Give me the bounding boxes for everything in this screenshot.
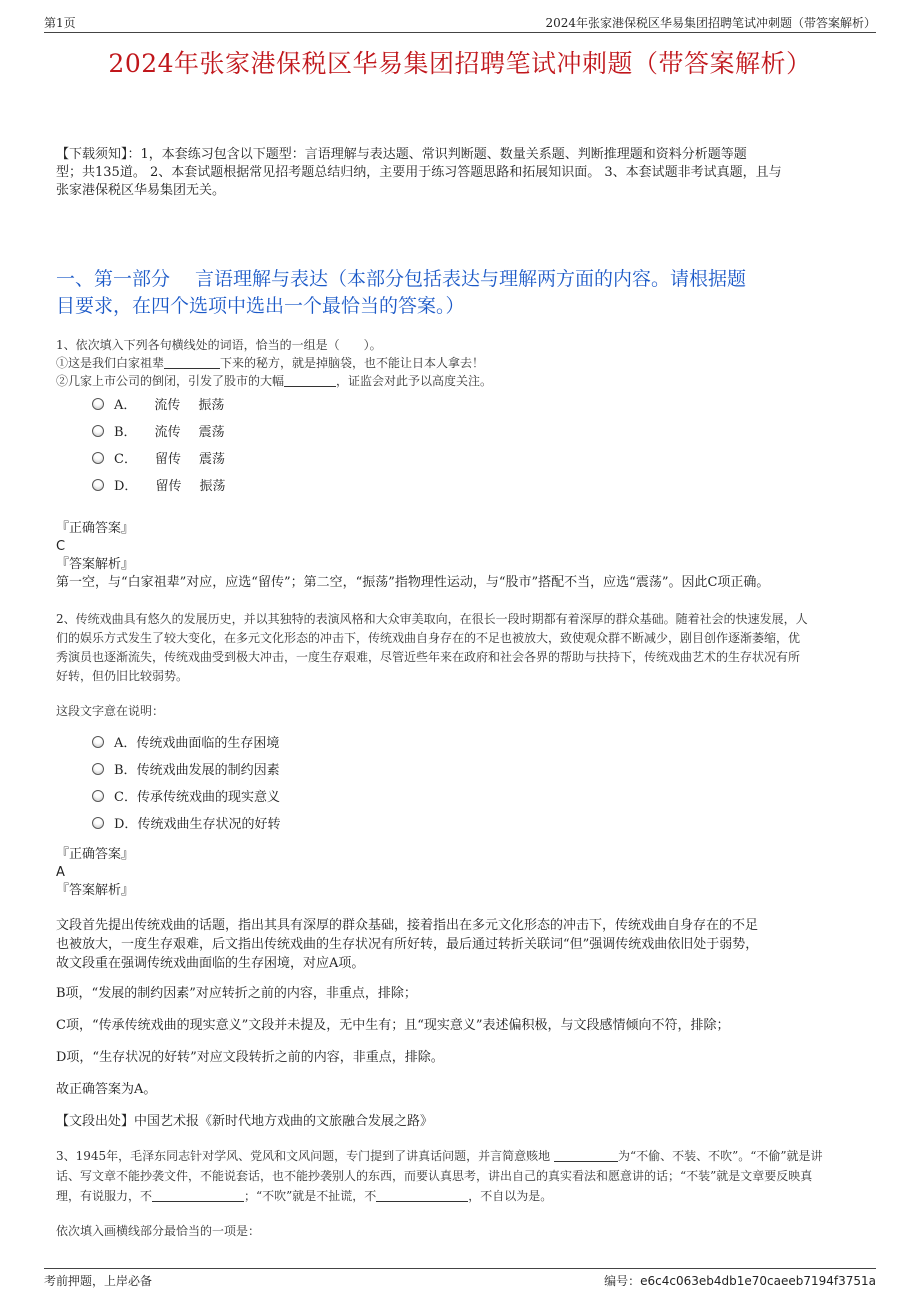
section-heading-line: 一、第一部分 言语理解与表达（本部分包括表达与理解两方面的内容。请根据题 xyxy=(56,268,747,290)
section-heading-line: 目要求，在四个选项中选出一个最恰当的答案。） xyxy=(56,295,465,317)
question-sentence-1: ①这是我们白家祖辈 下来的秘方，就是掉脑袋，也不能让日本人拿去！ xyxy=(56,356,485,370)
q1-option-d[interactable]: D． 留传 振荡 xyxy=(92,477,225,497)
radio-icon[interactable] xyxy=(92,398,104,410)
notice-line: 张家港保税区华易集团无关。 xyxy=(56,183,226,198)
q2-analysis-b: B项，“发展的制约因素”对应转折之前的内容，非重点，排除； xyxy=(56,986,417,1001)
correct-answer-label: 『正确答案』 xyxy=(56,847,135,862)
page-number: 第1页 xyxy=(44,16,76,30)
radio-icon[interactable] xyxy=(92,817,104,829)
q2-option-d[interactable]: D．传统戏曲生存状况的好转 xyxy=(92,815,280,835)
fill-blank xyxy=(376,1189,468,1202)
radio-icon[interactable] xyxy=(92,790,104,802)
radio-icon[interactable] xyxy=(92,425,104,437)
question-line: 理，有说服力，不 ；“不吹”就是不扯谎，不 ，不自以为是。 xyxy=(56,1189,553,1203)
passage-line: 好转，但仍旧比较弱势。 xyxy=(56,669,189,683)
correct-answer: A xyxy=(56,865,65,880)
question-stem: 1、依次填入下列各句横线处的词语，恰当的一组是（ ）。 xyxy=(56,338,382,352)
correct-answer: C xyxy=(56,539,66,554)
q1-option-c[interactable]: C． 留传 震荡 xyxy=(92,450,225,470)
question-2-ask: 这段文字意在说明： xyxy=(56,704,165,718)
passage-line: 们的娱乐方式发生了较大变化，在多元文化形态的冲击下，传统戏曲自身存在的不足也被放大，致使观众群不断减少，剧目创作逐渐萎缩，优 xyxy=(56,631,801,645)
q2-option-a[interactable]: A．传统戏曲面临的生存困境 xyxy=(92,734,279,754)
page-header xyxy=(44,12,876,33)
q2-final-answer: 故正确答案为A。 xyxy=(56,1082,157,1097)
analysis-label: 『答案解析』 xyxy=(56,557,135,572)
q2-option-c[interactable]: C．传承传统戏曲的现实意义 xyxy=(92,788,280,808)
section-heading xyxy=(56,266,864,320)
analysis-line: 也被放大，一度生存艰难，后文指出传统戏曲的生存状况有所好转，最后通过转折关联词“但”强调传统戏曲依旧处于弱势， xyxy=(56,937,759,952)
q1-option-a[interactable]: A． 流传 振荡 xyxy=(92,396,224,416)
analysis-line: 文段首先提出传统戏曲的话题，指出其具有深厚的群众基础，接着指出在多元文化形态的冲击下，传统戏曲自身存在的不足 xyxy=(56,918,759,933)
passage-line: 2、传统戏曲具有悠久的发展历史，并以其独特的表演风格和大众审美取向，在很长一段时期都有着深厚的群众基础。随着社会的快速发展，人 xyxy=(56,612,808,626)
question-line: 话、写文章不能抄袭文件，不能说套话，也不能抄袭别人的东西，而要认真思考，讲出自己的真实看法和愿意讲的话；“不装”就是文章要反映真 xyxy=(56,1169,813,1183)
radio-icon[interactable] xyxy=(92,763,104,775)
fill-blank xyxy=(152,1189,244,1202)
footer-slogan: 考前押题，上岸必备 xyxy=(44,1274,153,1288)
fill-blank xyxy=(164,356,220,369)
notice-line: 【下载须知】：1，本套练习包含以下题型：言语理解与表达题、常识判断题、数量关系题、判断推理题和资料分析题等题 xyxy=(56,147,747,162)
passage-line: 秀演员也逐渐流失，传统戏曲受到极大冲击，一度生存艰难，尽管近些年来在政府和社会各界的帮助与扶持下，传统戏曲艺术的生存状况有所 xyxy=(56,650,801,664)
question-sentence-2: ②几家上市公司的倒闭，引发了股市的大幅 ，证监会对此予以高度关注。 xyxy=(56,374,493,388)
question-1-stem xyxy=(56,336,864,390)
q2-answer xyxy=(56,846,134,900)
q2-option-b[interactable]: B．传统戏曲发展的制约因素 xyxy=(92,761,280,781)
page-title: 2024年张家港保税区华易集团招聘笔试冲刺题（带答案解析） xyxy=(108,49,812,78)
notice-line: 型；共135道。 2、本套试题根据常见招考题总结归纳，主要用于练习答题思路和拓展知识面。 3、本套试题非考试真题，且与 xyxy=(56,165,782,180)
analysis-line: 故文段重在强调传统戏曲面临的生存困境，对应A项。 xyxy=(56,956,365,971)
radio-icon[interactable] xyxy=(92,452,104,464)
question-3-stem xyxy=(56,1146,864,1206)
radio-icon[interactable] xyxy=(92,479,104,491)
q1-option-b[interactable]: B． 流传 震荡 xyxy=(92,423,225,443)
q2-analysis-d: D项，“生存状况的好转”对应文段转折之前的内容，非重点，排除。 xyxy=(56,1050,444,1065)
page-footer xyxy=(44,1268,876,1289)
analysis-label: 『答案解析』 xyxy=(56,883,135,898)
q2-analysis xyxy=(56,916,864,973)
q1-answer xyxy=(56,520,769,592)
correct-answer-label: 『正确答案』 xyxy=(56,521,135,536)
radio-icon[interactable] xyxy=(92,736,104,748)
analysis-text: 第一空，与“白家祖辈”对应，应选“留传”；第二空，“振荡”指物理性运动，与“股市”搭配不当，应选“震荡”。因此C项正确。 xyxy=(56,575,770,590)
download-notice xyxy=(56,146,864,200)
question-line: 3、1945年，毛泽东同志针对学风、党风和文风问题，专门提到了讲真话问题，并言简意赅地 为“不偷、不装、不吹”。“不偷”就是讲 xyxy=(56,1149,823,1163)
q2-source: 【文段出处】中国艺术报《新时代地方戏曲的文旅融合发展之路》 xyxy=(56,1114,434,1129)
question-2-passage xyxy=(56,610,864,686)
header-doc-title: 2024年张家港保税区华易集团招聘笔试冲刺题（带答案解析） xyxy=(545,16,876,30)
fill-blank xyxy=(284,374,336,387)
footer-doc-id: 编号：e6c4c063eb4db1e70caeeb7194f3751a xyxy=(604,1274,876,1288)
fill-blank xyxy=(554,1149,618,1162)
question-3-ask: 依次填入画横线部分最恰当的一项是： xyxy=(56,1224,261,1238)
q2-analysis-c: C项，“传承传统戏曲的现实意义”文段并未提及，无中生有；且“现实意义”表述偏积极，与文段感情倾向不符，排除； xyxy=(56,1018,730,1033)
